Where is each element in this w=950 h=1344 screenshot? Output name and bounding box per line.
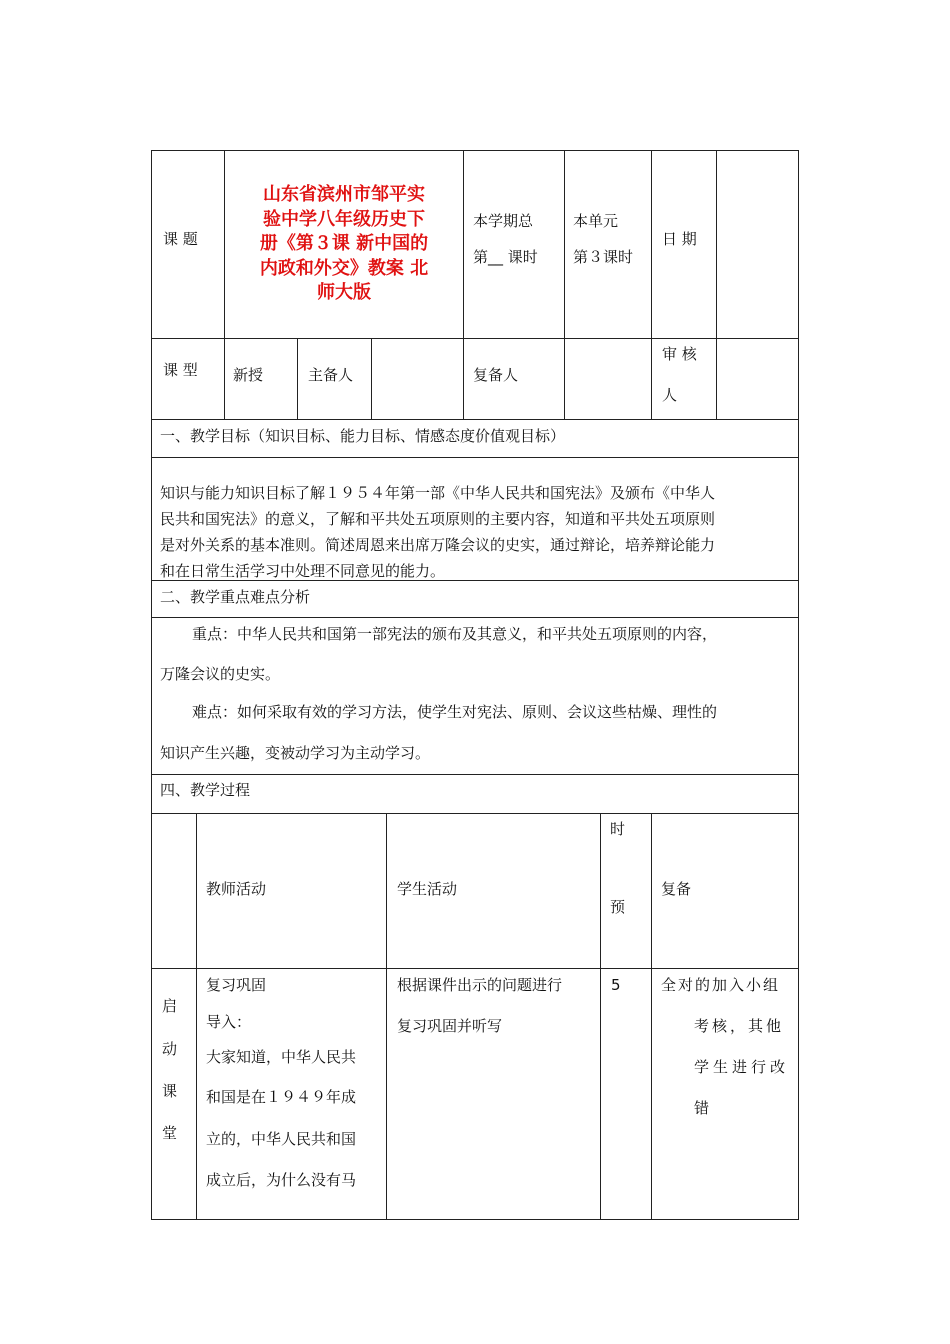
section1-heading: 一、教学目标（知识目标、能力目标、情感态度价值观目标） [160, 427, 566, 445]
col-line-r2-g [716, 338, 717, 419]
key-point-line: 重点：中华人民共和国第一部宪法的颁布及其意义，和平共处五项原则的内容， [192, 625, 718, 643]
title-line: 册《第３课 新中国的 [259, 233, 429, 254]
col-header-student: 学生活动 [397, 880, 458, 898]
table-line-section2-body [151, 617, 799, 618]
col-line-r2-f [651, 338, 652, 419]
col-line-r2-c [371, 338, 372, 419]
difficulty-line: 知识产生兴趣，变被动学习为主动学习。 [160, 744, 431, 762]
table-border-bottom [151, 1219, 799, 1220]
student-activity-line: 复习巩固并听写 [397, 1017, 503, 1035]
re-prep-label: 复备人 [473, 366, 519, 384]
table-border-top [151, 150, 799, 151]
teacher-activity-line: 和国是在１９４９年成 [206, 1088, 357, 1106]
review-label-2: 人 [662, 386, 678, 404]
table-border-right [798, 150, 799, 1220]
type-label: 课 型 [163, 361, 198, 379]
title-line: 内政和外交》教案 北 [259, 257, 429, 279]
student-activity-line: 根据课件出示的问题进行 [397, 976, 563, 994]
table-line-section1 [151, 419, 799, 420]
col-line-r1-c [564, 150, 565, 338]
main-prep-label: 主备人 [308, 366, 354, 384]
label-topic: 课 题 [163, 230, 198, 248]
teacher-activity-line: 导入： [206, 1013, 252, 1031]
unit-label: 本单元 [573, 212, 619, 230]
table-line-row2 [151, 338, 799, 339]
col-line-r2-b [297, 338, 298, 419]
col-header-teacher: 教师活动 [206, 880, 267, 898]
table-border-left [151, 150, 152, 1220]
col-line-p-d [651, 813, 652, 1219]
teacher-activity-line: 复习巩固 [206, 976, 267, 994]
stage-char: 课 [162, 1082, 178, 1100]
date-label: 日 期 [662, 230, 697, 248]
col-line-r1-d [651, 150, 652, 338]
stage-char: 动 [162, 1040, 178, 1058]
stage-char: 启 [162, 997, 178, 1015]
title-line: 验中学八年级历史下 [263, 208, 425, 230]
type-value: 新授 [233, 366, 264, 384]
col-line-r2-e [564, 338, 565, 419]
re-prep-note-line: 错 [694, 1099, 710, 1117]
section1-body [160, 480, 715, 584]
review-label: 审 核 [662, 345, 697, 363]
difficulty-line: 难点：如何采取有效的学习方法，使学生对宪法、原则、会议这些枯燥、理性的 [192, 703, 718, 721]
col-line-r2-a [224, 338, 225, 419]
body-line: 是对外关系的基本准则。简述周恩来出席万隆会议的史实，通过辩论，培养辩论能力 [160, 536, 716, 554]
unit-value: 第３课时 [573, 248, 634, 266]
col-header-time-bottom: 预 [610, 898, 626, 916]
col-line-r2-d [463, 338, 464, 419]
col-header-re-prep: 复备 [661, 880, 692, 898]
re-prep-note-line: 全对的加入小组 [661, 976, 781, 994]
col-header-time-top: 时 [610, 820, 626, 838]
body-line: 知识与能力知识目标了解１９５４年第一部《中华人民共和国宪法》及颁布《中华人 [160, 484, 716, 502]
time-value: 5 [611, 976, 621, 994]
col-line-p-b [386, 813, 387, 1219]
col-line-r1-e [716, 150, 717, 338]
table-line-section1-body [151, 457, 799, 458]
re-prep-note-line: 学生进行改 [694, 1058, 790, 1076]
col-line-p-c [600, 813, 601, 1219]
col-line-p-a [196, 813, 197, 1219]
table-line-section4 [151, 774, 799, 775]
teacher-activity-line: 大家知道，中华人民共 [206, 1048, 357, 1066]
body-line: 和在日常生活学习中处理不同意见的能力。 [160, 562, 446, 580]
col-line-r1-a [224, 150, 225, 338]
table-line-section4-body [151, 813, 799, 814]
title-line: 山东省滨州市邹平实 [263, 184, 425, 205]
lesson-title [226, 183, 462, 306]
key-point-line: 万隆会议的史实。 [160, 665, 281, 683]
table-line-process-header [151, 968, 799, 969]
title-line: 师大版 [317, 282, 371, 303]
stage-char: 堂 [162, 1124, 178, 1142]
semester-label: 本学期总 [473, 212, 534, 230]
section2-heading: 二、教学重点难点分析 [160, 588, 311, 606]
semester-value: 第__ 课时 [473, 248, 538, 266]
section4-heading: 四、教学过程 [160, 781, 251, 799]
col-line-r1-b [463, 150, 464, 338]
teacher-activity-line: 成立后，为什么没有马 [206, 1171, 357, 1189]
body-line: 民共和国宪法》的意义，了解和平共处五项原则的主要内容，知道和平共处五项原则 [160, 510, 716, 528]
re-prep-note-line: 考核，其他 [694, 1017, 785, 1035]
teacher-activity-line: 立的，中华人民共和国 [206, 1130, 357, 1148]
